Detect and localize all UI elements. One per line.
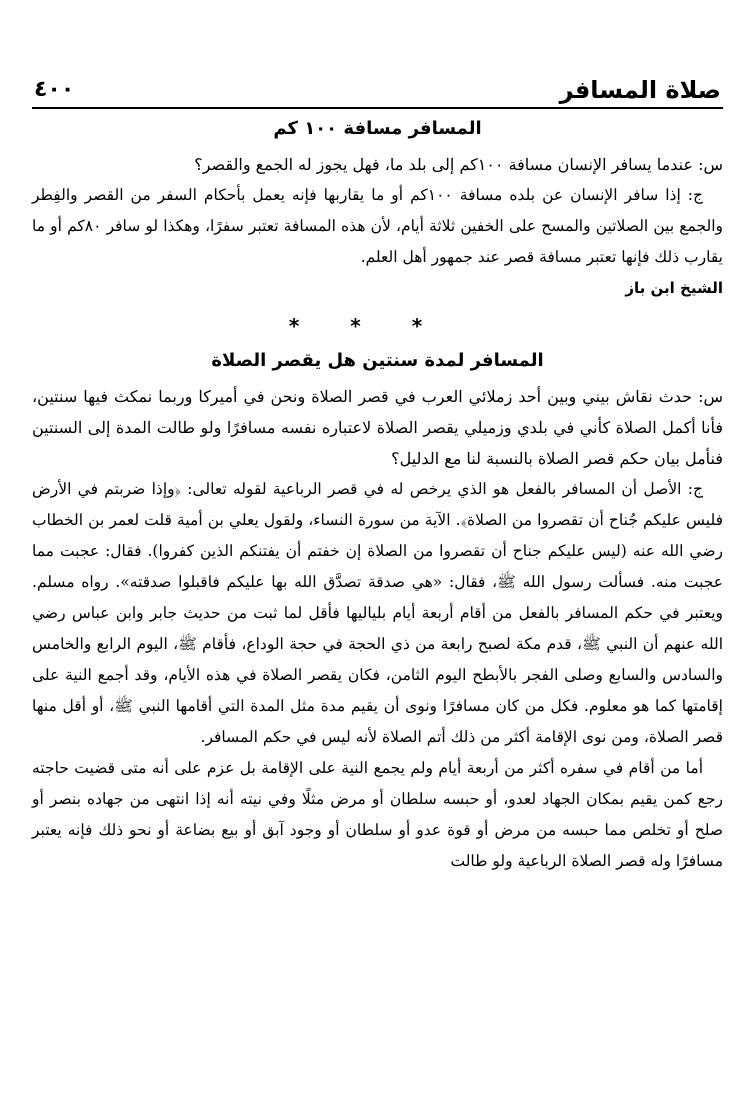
header-title: صلاة المسافر xyxy=(559,76,721,104)
answer-paragraph-two-years: ج: الأصل أن المسافر بالفعل هو الذي يرخص له في قصر الرباعية لقوله تعالى: ﴿وإذا ضربتم في الأرض فليس عليكم جُناح أن تقصروا من الصلاة﴾. الآية من سورة النساء، ولقول يعلي بن أمية قلت لعمر بن الخطاب رضي الله عنه (ليس عليكم جناح أن تقصروا من الصلاة إن خفتم أن يفتنكم الذين كفروا). فقال: عجبت مما عجبت منه. فسألت رسول الله ﷺ، فقال: «هي صدقة تصدَّق الله بها عليكم فاقبلوا صدقته». رواه مسلم. ويعتبر في حكم المسافر بالفعل من أقام أربعة أيام بلياليها فأقل لما ثبت من حديث جابر وابن عباس رضي الله عنهم أن النبي ﷺ، قدم مكة لصبح رابعة من ذي الحجة في حجة الوداع، فأقام ﷺ، اليوم الرابع والخامس والسادس والسابع وصلى الفجر بالأبطح اليوم الثامن، فكان يقصر الصلاة في هذه الأيام، وقد أجمع النية على إقامتها كما هو معلوم. فكل من كان مسافرًا ونوى أن يقيم مدة مثل المدة التي أقامها النبي ﷺ، أو أقل منها قصر الصلاة، ومن نوى الإقامة أكثر من ذلك أتم الصلاة لأنه ليس في حكم المسافر. xyxy=(32,480,723,746)
section-separator: * * * xyxy=(288,314,445,338)
section-heading-two-years: المسافر لمدة سنتين هل يقصر الصلاة xyxy=(211,350,544,371)
continuation-paragraph: أما من أقام في سفره أكثر من أربعة أيام ولم يجمع النية على الإقامة بل عزم على أنه متى قضيت حاجته رجع كمن يقيم بمكان الجهاد لعدو، أو حبسه سلطان أو مرض مثلًا وفي نيته أنه إذا انتهى من جهاده بنصر أو صلح أو تخلص مما حبسه من مرض أو قوة عدو أو سلطان أو وجود آبق أو بيع بضاعة أو نحو ذلك فإنه يعتبر مسافرًا وله قصر الصلاة الرباعية ولو طالت xyxy=(32,759,723,870)
question-paragraph-two-years: س: حدث نقاش بيني وبين أحد زملائي العرب في قصر الصلاة ونحن في أميركا وربما نمكث فيها سنتين، فأنا أكمل الصلاة كأني في بلدي وزميلي يقصر الصلاة لاعتباره نفسه مسافرًا ولو طالت المدة إلى السنتين فنأمل بيان حكم قصر الصلاة بالنسبة لنا مع الدليل؟ xyxy=(32,387,724,468)
question-paragraph-distance: س: عندما يسافر الإنسان مسافة ١٠٠كم إلى بلد ما، فهل يجوز له الجمع والقصر؟ xyxy=(194,155,723,174)
fatwa-signature: الشيخ ابن باز xyxy=(625,279,723,297)
section-heading-distance: المسافر مسافة ١٠٠ كم xyxy=(273,118,482,139)
book-page xyxy=(32,70,723,877)
page-number: ٤٠٠ xyxy=(34,77,75,102)
running-header xyxy=(32,70,723,109)
answer-paragraph-distance: ج: إذا سافر الإنسان عن بلده مسافة ١٠٠كم أو ما يقاربها فإنه يعمل بأحكام السفر من القصر والفِطر والجمع بين الصلاتين والمسح على الخفين ثلاثة أيام، لأن هذه المسافة تعتبر سفرًا، وهكذا لو سافر ٨٠كم أو ما يقارب ذلك فإنها تعتبر مسافة قصر عند جمهور أهل العلم. xyxy=(32,186,723,266)
